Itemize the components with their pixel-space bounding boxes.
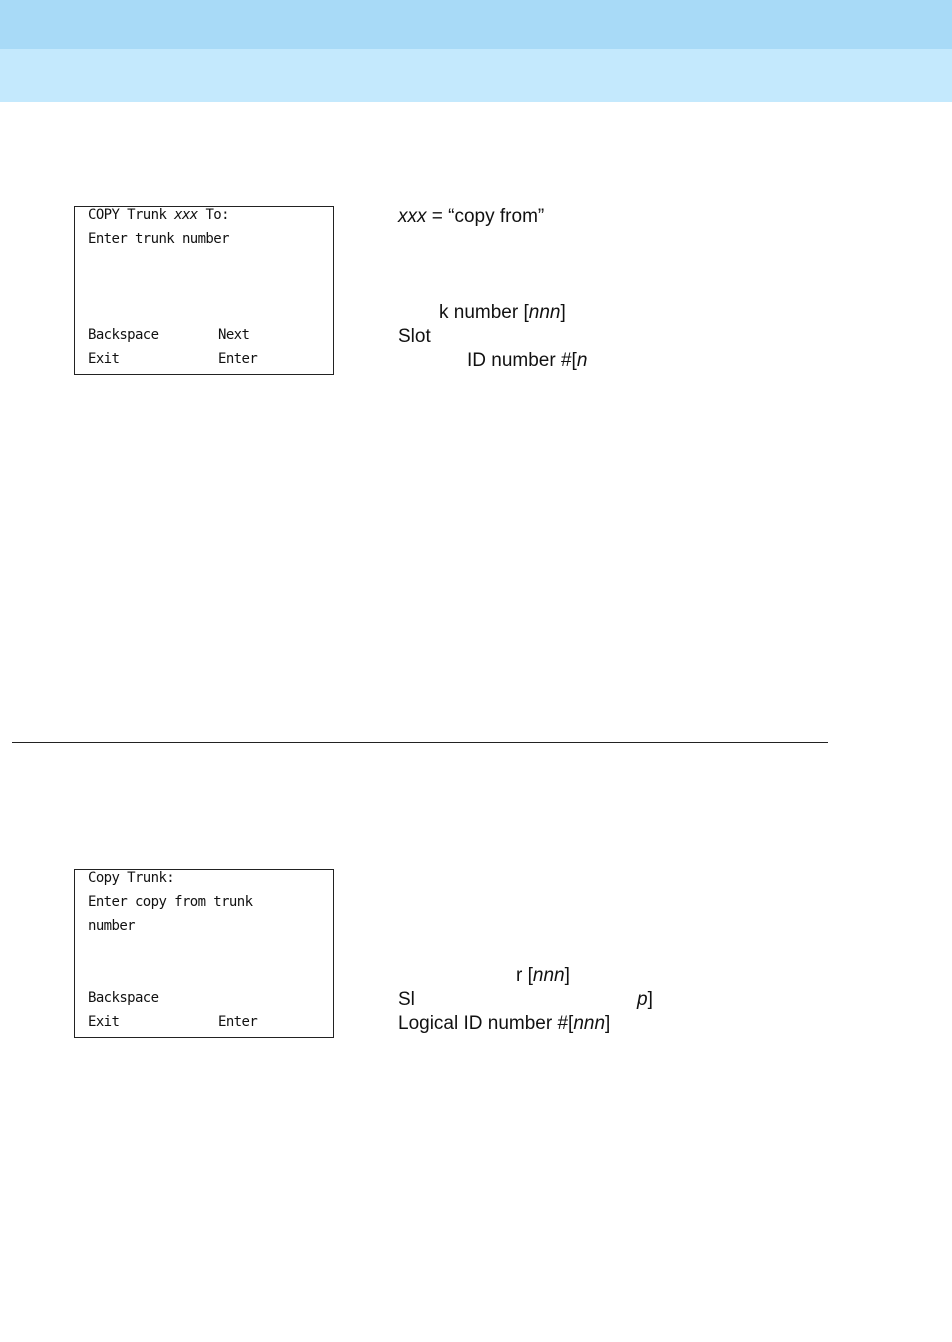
screen-prompt-cont: number [88,918,135,934]
enter-softkey[interactable]: Enter [218,1014,258,1030]
backspace-softkey[interactable]: Backspace [88,327,159,343]
screen-title: COPY Trunk xxx To: [88,207,229,223]
header-band-top [0,0,952,49]
note-slot: Sl [398,989,415,1010]
next-softkey[interactable]: Next [218,327,250,343]
note-port: p] [637,989,653,1010]
enter-softkey[interactable]: Enter [218,351,258,367]
note-slot: Slot [398,326,431,347]
screen-prompt: Enter trunk number [88,231,229,247]
header-band-lower [0,49,952,102]
backspace-softkey[interactable]: Backspace [88,990,159,1006]
display-screen-copy-from [74,869,334,1038]
note-copy-from: xxx = “copy from” [398,206,545,227]
note-logical-id: ID number #[n [467,350,588,371]
display-screen-copy-to [74,206,334,375]
section-divider [12,742,828,743]
note-trunk-number: k number [nnn] [439,302,566,323]
screen-prompt: Enter copy from trunk [88,894,253,910]
note-logical-id: Logical ID number #[nnn] [398,1013,611,1034]
note-trunk-number: r [nnn] [516,965,570,986]
exit-softkey[interactable]: Exit [88,351,120,367]
exit-softkey[interactable]: Exit [88,1014,120,1030]
screen-title: Copy Trunk: [88,870,175,886]
